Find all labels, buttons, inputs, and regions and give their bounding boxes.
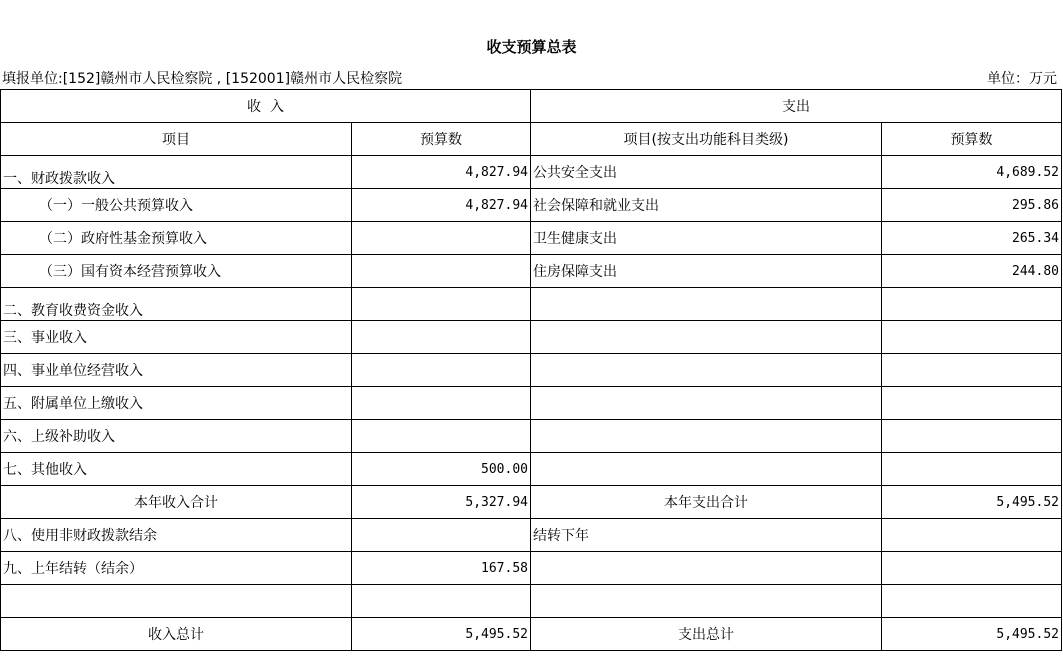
income-value-cell [352,387,531,420]
income-item-cell: 收入总计 [1,618,352,651]
table-row [1,552,1062,585]
income-value-cell: 4,827.94 [352,189,531,222]
expenditure-value-cell: 5,495.52 [882,486,1062,519]
expenditure-value-cell: 265.34 [882,222,1062,255]
income-item-cell: 二、教育收费资金收入 [1,288,352,321]
table-row [1,486,1062,519]
income-value-cell [352,255,531,288]
income-item-cell: 本年收入合计 [1,486,352,519]
income-item-cell [1,585,352,618]
expenditure-value-cell [882,453,1062,486]
expenditure-value-cell [882,288,1062,321]
table-row [1,519,1062,552]
income-value-cell [352,420,531,453]
expenditure-item-cell: 公共安全支出 [531,156,882,189]
income-item-cell: 三、事业收入 [1,321,352,354]
expenditure-value-cell: 244.80 [882,255,1062,288]
income-budget-header: 预算数 [352,123,531,156]
income-value-cell [352,321,531,354]
expenditure-item-cell: 卫生健康支出 [531,222,882,255]
expenditure-item-header: 项目(按支出功能科目类级) [531,123,882,156]
expenditure-item-cell: 结转下年 [531,519,882,552]
expenditure-item-cell: 社会保障和就业支出 [531,189,882,222]
income-value-cell [352,585,531,618]
table-row [1,354,1062,387]
income-item-cell: （三）国有资本经营预算收入 [1,255,352,288]
expenditure-item-cell [531,420,882,453]
expenditure-value-cell [882,552,1062,585]
expenditure-item-cell: 支出总计 [531,618,882,651]
income-value-cell [352,222,531,255]
income-item-cell: 五、附属单位上缴收入 [1,387,352,420]
income-item-header: 项目 [1,123,352,156]
table-row [1,321,1062,354]
income-value-cell [352,288,531,321]
table-row [1,453,1062,486]
expenditure-item-cell [531,321,882,354]
table-body [1,156,1062,651]
income-item-cell: 九、上年结转（结余） [1,552,352,585]
expenditure-value-cell [882,354,1062,387]
table-row [1,387,1062,420]
reporting-unit: 填报单位:[152]赣州市人民检察院 , [152001]赣州市人民检察院 [2,71,403,87]
expenditure-item-cell [531,354,882,387]
income-section-label: 收 入 [247,99,284,115]
expenditure-item-cell [531,387,882,420]
expenditure-budget-header: 预算数 [882,123,1062,156]
unit-label: 单位：万元 [987,71,1057,87]
income-item-cell: 四、事业单位经营收入 [1,354,352,387]
expenditure-item-cell: 本年支出合计 [531,486,882,519]
income-value-cell: 5,495.52 [352,618,531,651]
expenditure-item-cell: 住房保障支出 [531,255,882,288]
expenditure-value-cell [882,585,1062,618]
expenditure-value-cell: 295.86 [882,189,1062,222]
income-value-cell: 4,827.94 [352,156,531,189]
income-value-cell [352,354,531,387]
expenditure-value-cell: 5,495.52 [882,618,1062,651]
income-value-cell: 500.00 [352,453,531,486]
budget-summary-table [0,89,1062,651]
expenditure-value-cell: 4,689.52 [882,156,1062,189]
expenditure-item-cell [531,453,882,486]
section-header-row [1,90,1062,123]
table-row [1,255,1062,288]
table-row [1,189,1062,222]
income-item-cell: 七、其他收入 [1,453,352,486]
expenditure-value-cell [882,321,1062,354]
income-value-cell [352,519,531,552]
income-item-cell: 八、使用非财政拨款结余 [1,519,352,552]
expenditure-item-cell [531,552,882,585]
table-row [1,222,1062,255]
income-item-cell: （一）一般公共预算收入 [1,189,352,222]
table-row [1,156,1062,189]
expenditure-value-cell [882,420,1062,453]
expenditure-item-cell [531,288,882,321]
income-item-cell: 一、财政拨款收入 [1,156,352,189]
income-item-cell: 六、上级补助收入 [1,420,352,453]
expenditure-item-cell [531,585,882,618]
income-value-cell: 5,327.94 [352,486,531,519]
income-section-header [1,90,531,123]
table-row [1,420,1062,453]
table-row [1,618,1062,651]
expenditure-value-cell [882,387,1062,420]
expenditure-section-header: 支出 [531,90,1062,123]
table-row [1,288,1062,321]
column-header-row [1,123,1062,156]
expenditure-value-cell [882,519,1062,552]
income-value-cell: 167.58 [352,552,531,585]
table-title: 收支预算总表 [486,38,577,56]
table-row [1,585,1062,618]
income-item-cell: （二）政府性基金预算收入 [1,222,352,255]
